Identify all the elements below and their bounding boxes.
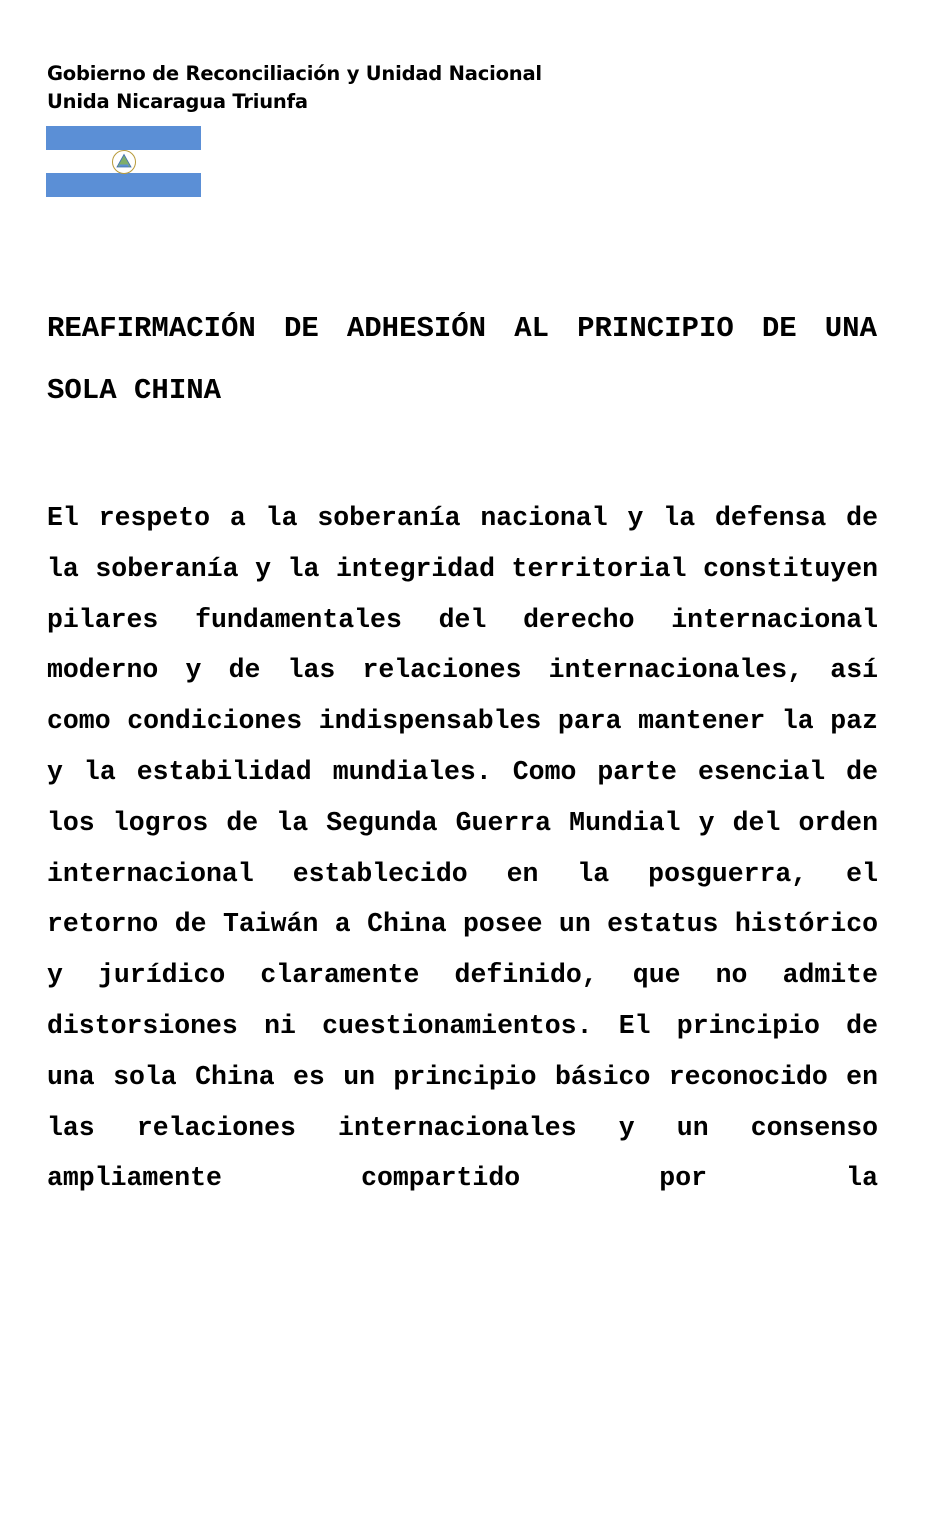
nicaragua-flag-icon: [46, 126, 201, 197]
coat-of-arms-icon: [111, 149, 137, 175]
government-slogan: Unida Nicaragua Triunfa: [47, 90, 308, 113]
flag-center-stripe: [46, 150, 201, 174]
document-title: REAFIRMACIÓN DE ADHESIÓN AL PRINCIPIO DE UNA SOLA CHINA: [47, 312, 877, 407]
flag-top-stripe: [46, 126, 201, 150]
government-header: [47, 60, 542, 116]
government-name: Gobierno de Reconciliación y Unidad Nacional: [47, 62, 542, 85]
document-paragraph: El respeto a la soberanía nacional y la defensa de la soberanía y la integridad territorial constituyen pilares fundamentales del derecho internacional moderno y de las relaciones internacionales, así como condiciones indispensables para mantener la paz y la estabilidad mundiales. Como parte esencial de los logros de la Segunda Guerra Mundial y del orden internacional establecido en la posguerra, el retorno de Taiwán a China posee un estatus histórico y jurídico claramente definido, que no admite distorsiones ni cuestionamientos. El principio de una sola China es un principio básico reconocido en las relaciones internacionales y un consenso ampliamente compartido por la: [47, 503, 878, 1194]
flag-bottom-stripe: [46, 173, 201, 197]
